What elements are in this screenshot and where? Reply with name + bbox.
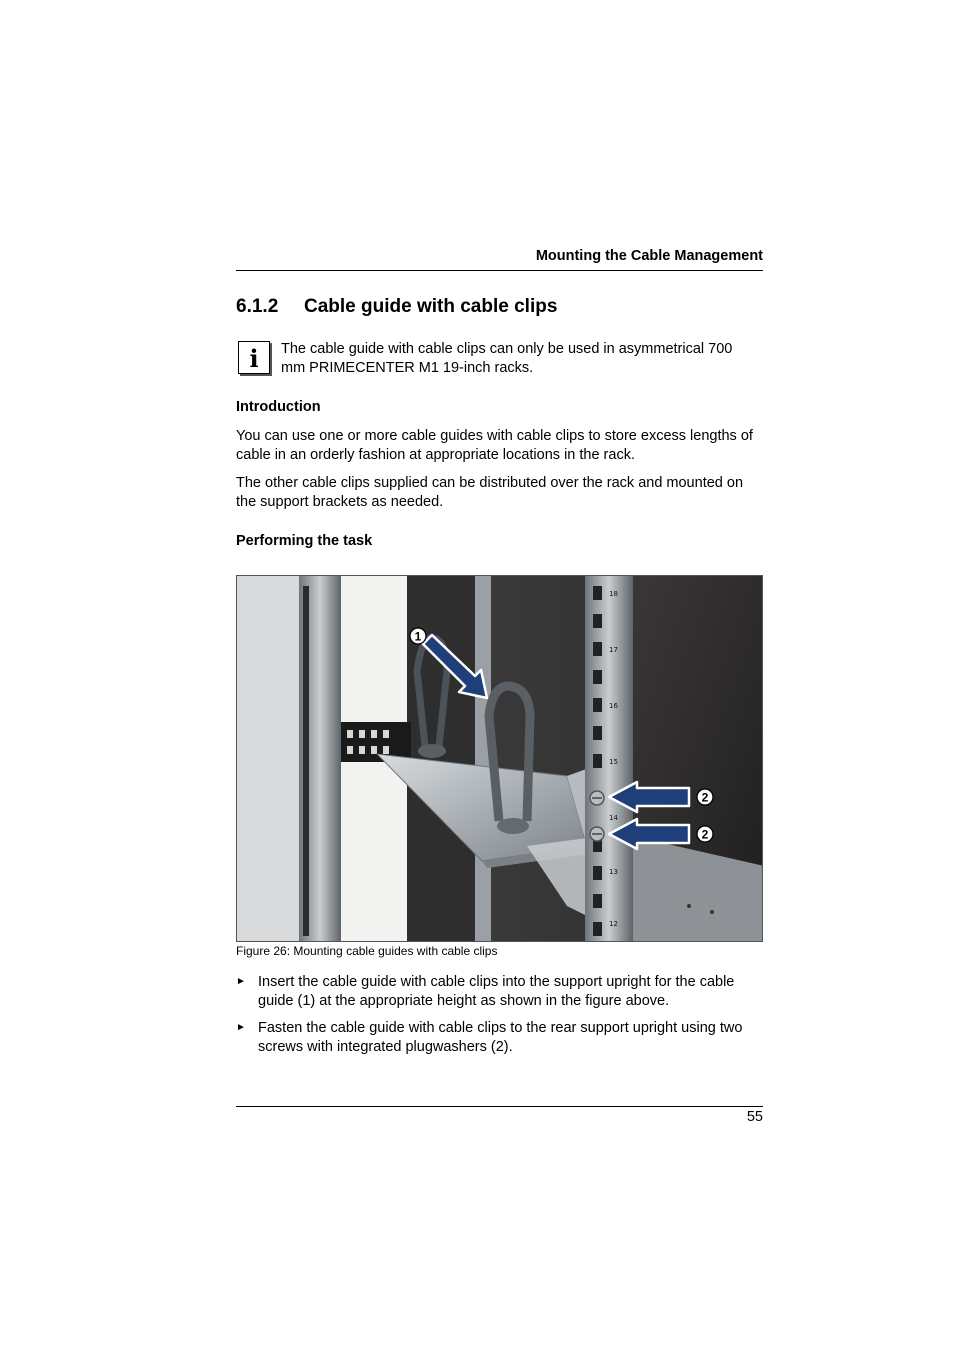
intro-paragraph-2: The other cable clips supplied can be distributed over the rack and mounted on the support brackets as needed. <box>236 475 744 510</box>
task-step-text: Fasten the cable guide with cable clips to the rear support upright using two screws with integrated plugwashers (2). <box>258 1020 743 1055</box>
bullet-marker: ► <box>236 976 246 987</box>
rail-number: 18 <box>609 590 618 598</box>
figure-photo <box>236 575 763 942</box>
section-title-text: Cable guide with cable clips <box>304 296 558 317</box>
callout-2-lower <box>697 826 713 842</box>
introduction-heading: Introduction <box>236 399 321 415</box>
callout-1-label: 1 <box>414 629 422 644</box>
footer-rule <box>236 1106 763 1107</box>
bullet-marker: ► <box>236 1022 246 1033</box>
task-step-2 <box>236 1019 766 1056</box>
info-note-text: The cable guide with cable clips can only be used in asymmetrical 700 mm PRIMECENTER M1 19-inch racks. <box>281 341 733 376</box>
page-number: 55 <box>746 1109 763 1125</box>
section-number: 6.1.2 <box>236 296 279 317</box>
rail-number: 14 <box>609 814 618 822</box>
callout-1 <box>410 628 426 644</box>
info-icon: i <box>238 341 270 374</box>
section-title <box>236 296 557 318</box>
rack-illustration <box>237 576 763 942</box>
rail-number: 16 <box>609 702 618 710</box>
rail-number: 13 <box>609 868 618 876</box>
task-step-1 <box>236 973 766 1010</box>
callout-2-label: 2 <box>701 827 709 842</box>
intro-paragraph-1: You can use one or more cable guides with cable clips to store excess lengths of cable in an orderly fashion at appropriate locations in the rack. <box>236 428 753 463</box>
task-heading: Performing the task <box>236 533 373 549</box>
figure-caption: Figure 26: Mounting cable guides with cable clips <box>236 944 498 958</box>
left-wall <box>237 576 299 942</box>
rail-number: 17 <box>609 646 618 654</box>
screw <box>590 791 604 805</box>
left-rack-upright <box>299 576 341 942</box>
running-header-title: Mounting the Cable Management <box>535 248 763 264</box>
callout-2-label: 2 <box>701 790 709 805</box>
task-step-text: Insert the cable guide with cable clips into the support upright for the cable guide (1) at the appropriate height as shown in the figure above. <box>258 974 735 1009</box>
perforated-strip <box>341 722 411 762</box>
callout-2-upper <box>697 789 713 805</box>
rail-number: 12 <box>609 920 618 928</box>
running-header <box>236 248 763 271</box>
screw <box>590 827 604 841</box>
rail-number: 15 <box>609 758 618 766</box>
